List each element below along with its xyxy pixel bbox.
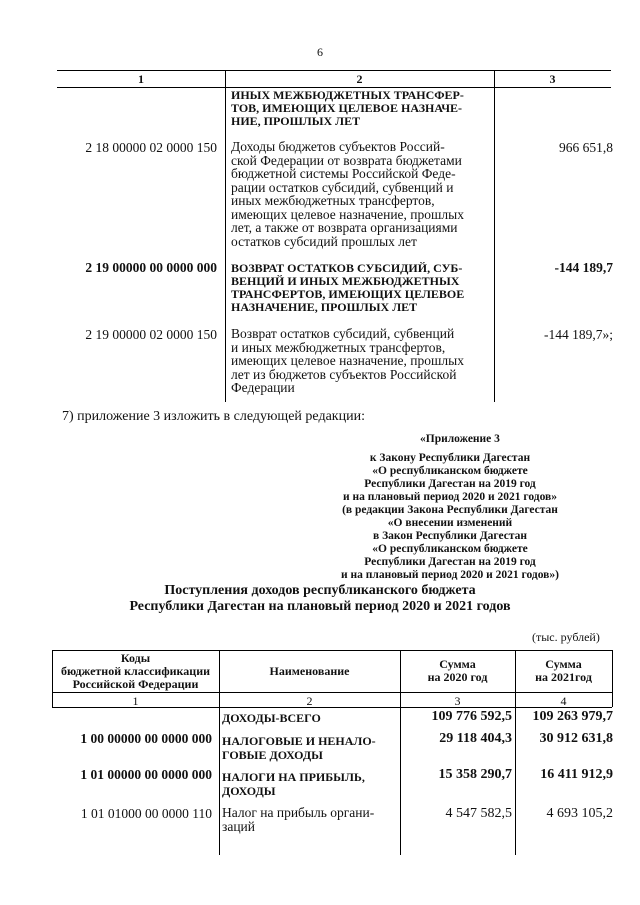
top-row-1-code: 2 18 00000 02 0000 150: [85, 140, 217, 155]
top-table-col-divider-2: [494, 70, 495, 402]
document-title-line-2: Республики Дагестан на плановый период 2020 и 2021 годов: [129, 599, 511, 614]
income-row-1-code: 1 00 00000 00 0000 000: [80, 731, 212, 746]
appendix-line: «О республиканском бюджете: [372, 543, 528, 555]
appendix-line: «О республиканском бюджете: [372, 465, 528, 477]
top-row-3-sum: -144 189,7»;: [544, 327, 613, 342]
income-header-name: Наименование: [269, 664, 350, 678]
top-row-2-sum: -144 189,7: [554, 260, 613, 275]
income-col-number-3: 3: [454, 694, 461, 708]
income-row-0-sum-2020: 109 776 592,5: [431, 709, 512, 724]
document-title: [0, 583, 640, 615]
appendix-line: в Закон Республики Дагестан: [373, 530, 527, 542]
appendix-line: (в редакции Закона Республики Дагестан: [342, 504, 558, 516]
income-table-col-divider-1: [219, 650, 220, 855]
top-table-col-divider-1: [225, 70, 226, 402]
income-row-3-sum-2020: 4 547 582,5: [445, 806, 512, 821]
income-row-1-sum-2021: 30 912 631,8: [539, 731, 613, 746]
top-row-3-code: 2 19 00000 02 0000 150: [85, 327, 217, 342]
appendix-title: «Приложение 3: [420, 433, 500, 445]
income-row-1-name: НАЛОГОВЫЕ И НЕНАЛО- ГОВЫЕ ДОХОДЫ: [222, 734, 376, 762]
income-row-3-sum-2021: 4 693 105,2: [546, 806, 613, 821]
income-col-number-2: 2: [306, 694, 313, 708]
top-row-0-name: ИНЫХ МЕЖБЮДЖЕТНЫХ ТРАНСФЕР- ТОВ, ИМЕЮЩИХ ЦЕЛЕВОЕ НАЗНАЧЕ- НИЕ, ПРОШЛЫХ ЛЕТ: [231, 88, 464, 128]
income-col-number-1: 1: [132, 694, 139, 708]
income-row-2-name: НАЛОГИ НА ПРИБЫЛЬ, ДОХОДЫ: [222, 770, 365, 798]
document-title-line-1: Поступления доходов республиканского бюджета: [164, 583, 476, 598]
income-row-3-code: 1 01 01000 00 0000 110: [80, 806, 212, 821]
page-number: 6: [317, 45, 323, 59]
income-header-sum-2021: Сумма на 2021год: [535, 657, 592, 684]
top-table-border-top: [57, 70, 611, 71]
top-row-1-sum: 966 651,8: [559, 140, 613, 155]
appendix-line: «О внесении изменений: [387, 517, 513, 529]
income-row-0-sum-2021: 109 263 979,7: [532, 709, 613, 724]
income-row-3-name: Налог на прибыль органи- заций: [222, 805, 375, 834]
income-row-2-sum-2021: 16 411 912,9: [540, 767, 613, 782]
top-table-col-header-2: 2: [356, 72, 363, 86]
top-row-1-name: Доходы бюджетов субъектов Россий- ской Федерации от возврата бюджетами бюджетной системы Российской Феде- рации остатков субсидий, субвенций и иных межбюджетных трансфертов, имеющих целевое назначение, прошлых лет, а также от возврата организациями остатков субсидий прошлых лет: [231, 139, 464, 249]
appendix-line: Республики Дагестан на 2019 год: [364, 478, 536, 490]
income-row-1-sum-2020: 29 118 404,3: [439, 731, 512, 746]
top-row-2-code: 2 19 00000 00 0000 000: [85, 260, 217, 275]
top-table-col-header-3: 3: [549, 72, 556, 86]
amendment-text: 7) приложение 3 изложить в следующей редакции:: [62, 409, 365, 424]
income-col-number-4: 4: [560, 694, 567, 708]
appendix-line: Республики Дагестан на 2019 год: [364, 556, 536, 568]
income-header-sum-2020: Сумма на 2020 год: [427, 657, 488, 684]
income-table-right-border: [612, 650, 613, 707]
income-header-codes: Коды бюджетной классификации Российской Федерации: [60, 651, 211, 691]
top-row-3-name: Возврат остатков субсидий, субвенций и иных межбюджетных трансфертов, имеющих целевое назначение, прошлых лет из бюджетов субъектов Российской Федерации: [231, 326, 464, 395]
income-row-2-code: 1 01 00000 00 0000 000: [80, 767, 212, 782]
income-row-0-name: ДОХОДЫ-ВСЕГО: [222, 711, 321, 725]
top-row-2-name: ВОЗВРАТ ОСТАТКОВ СУБСИДИЙ, СУБ- ВЕНЦИЙ И ИНЫХ МЕЖБЮДЖЕТНЫХ ТРАНСФЕРТОВ, ИМЕЮЩИХ ЦЕЛЕВОЕ НАЗНАЧЕНИЕ, ПРОШЛЫХ ЛЕТ: [231, 261, 465, 314]
appendix-line: к Закону Республики Дагестан: [369, 452, 531, 464]
appendix-line: и на плановый период 2020 и 2021 годов»: [342, 491, 558, 503]
income-table-header-divider: [52, 692, 612, 693]
units-label: (тыс. рублей): [532, 630, 600, 644]
appendix-line: и на плановый период 2020 и 2021 годов»): [341, 569, 559, 581]
income-row-2-sum-2020: 15 358 290,7: [438, 767, 512, 782]
top-table-col-header-1: 1: [138, 72, 144, 86]
